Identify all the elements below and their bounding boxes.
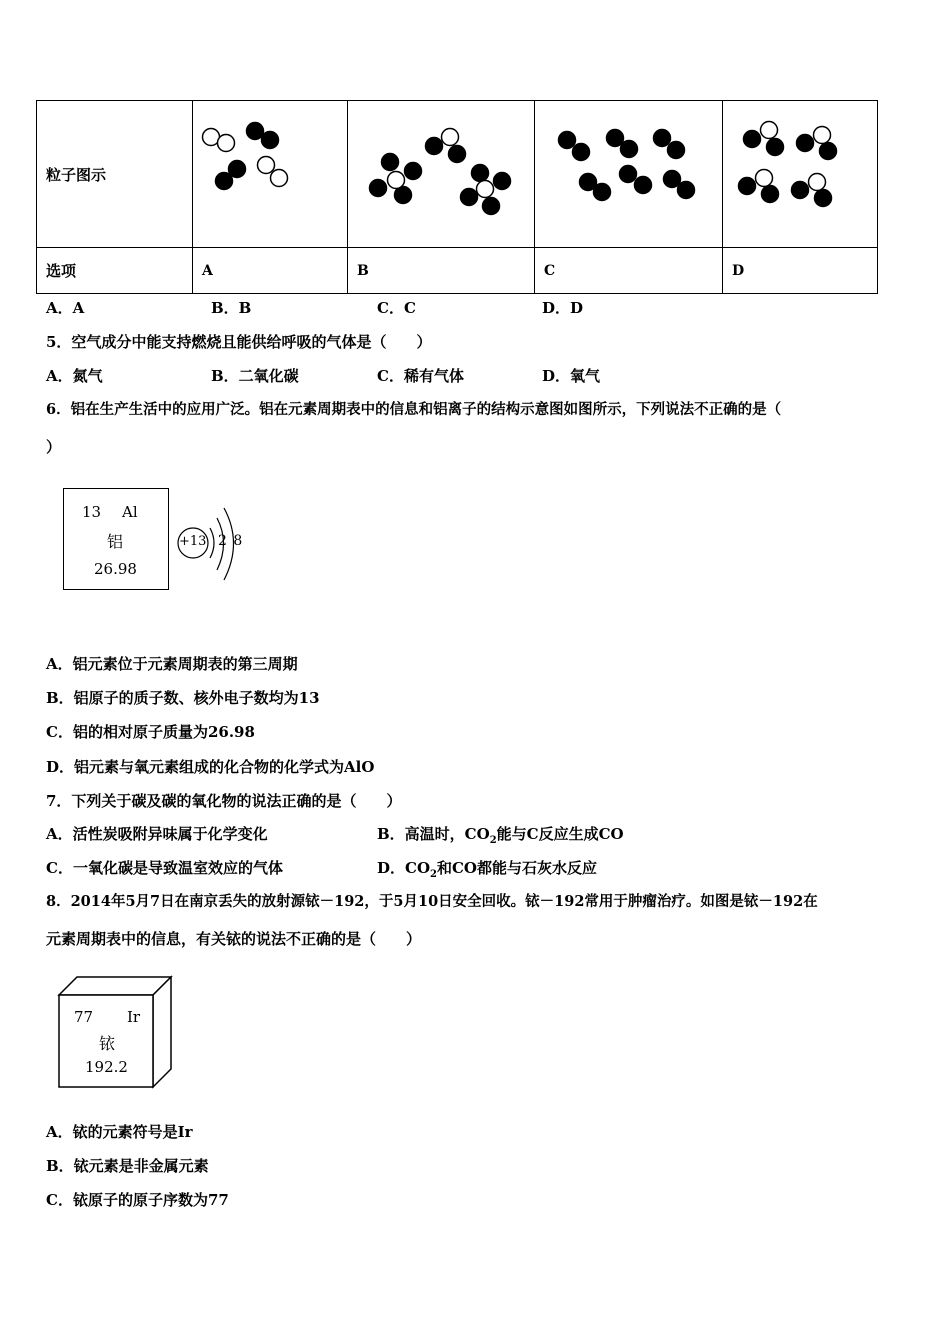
particle-table bbox=[36, 100, 878, 294]
q5-choice-d[interactable]: D．氧气 bbox=[542, 367, 601, 385]
option-cell-a: A bbox=[193, 248, 348, 294]
al-electron-shells: 2 8 bbox=[218, 533, 244, 549]
option-cell-b: B bbox=[348, 248, 535, 294]
ir-atomic-mass: 192.2 bbox=[85, 1058, 128, 1076]
q8-stem-cont: 元素周期表中的信息，有关铱的说法不正确的是（ ） bbox=[46, 930, 422, 948]
particle-image-c bbox=[535, 101, 723, 248]
q5-stem: 5．空气成分中能支持燃烧且能供给呼吸的气体是（ ） bbox=[46, 333, 432, 351]
al-atomic-mass: 26.98 bbox=[94, 560, 137, 578]
q7-choice-c[interactable]: C．一氧化碳是导致温室效应的气体 bbox=[46, 859, 283, 877]
option-row-label: 选项 bbox=[37, 248, 193, 294]
q7-choice-b[interactable] bbox=[377, 824, 624, 844]
q8-choice-a[interactable]: A．铱的元素符号是Ir bbox=[46, 1123, 193, 1141]
q4-choice-b[interactable]: B．B bbox=[211, 299, 252, 317]
particle-image-b bbox=[348, 101, 535, 248]
q8-choice-c[interactable]: C．铱原子的原子序数为77 bbox=[46, 1191, 229, 1209]
al-nucleus-charge: +13 bbox=[179, 534, 207, 549]
iridium-element-card bbox=[57, 975, 173, 1089]
ir-atomic-number: 77 bbox=[74, 1008, 94, 1026]
particle-diagram-d bbox=[723, 102, 877, 247]
q4-choice-c[interactable]: C．C bbox=[377, 299, 416, 317]
q6-choice-b[interactable]: B．铝原子的质子数、核外电子数均为13 bbox=[46, 689, 320, 707]
q6-choice-c[interactable]: C．铝的相对原子质量为26.98 bbox=[46, 723, 255, 741]
al-atomic-number: 13 bbox=[82, 503, 102, 521]
particle-diagram-c bbox=[535, 102, 722, 247]
q6-stem-end: ） bbox=[46, 438, 62, 456]
aluminum-element-card bbox=[63, 488, 169, 590]
q5-choice-b[interactable]: B．二氧化碳 bbox=[211, 367, 299, 385]
option-cell-d: D bbox=[723, 248, 878, 294]
particle-row-label: 粒子图示 bbox=[37, 101, 193, 248]
al-symbol: Al bbox=[122, 503, 138, 521]
aluminum-ion-diagram bbox=[173, 500, 248, 585]
q7-stem: 7．下列关于碳及碳的氧化物的说法正确的是（ ） bbox=[46, 792, 402, 810]
particle-image-a bbox=[193, 101, 348, 248]
q6-stem: 6．铝在生产生活中的应用广泛。铝在元素周期表中的信息和铝离子的结构示意图如图所示，下列说法不正确的是（ bbox=[46, 401, 782, 418]
q7-choice-b-post: 能与C反应生成CO bbox=[496, 825, 624, 843]
particle-diagram-a bbox=[193, 102, 347, 247]
q7-choice-d[interactable] bbox=[377, 858, 597, 878]
q4-choice-a[interactable]: A．A bbox=[46, 299, 85, 317]
option-cell-c: C bbox=[535, 248, 723, 294]
al-name: 铝 bbox=[107, 532, 124, 551]
ir-name: 铱 bbox=[99, 1034, 116, 1053]
q7-choice-d-sub: 2 bbox=[430, 869, 437, 880]
q6-choice-a[interactable]: A．铝元素位于元素周期表的第三周期 bbox=[46, 655, 298, 673]
q7-choice-b-pre: B．高温时，CO bbox=[377, 825, 490, 843]
q7-choice-d-post: 和CO都能与石灰水反应 bbox=[436, 859, 597, 877]
ir-symbol: Ir bbox=[127, 1008, 141, 1026]
q8-choice-b[interactable]: B．铱元素是非金属元素 bbox=[46, 1157, 209, 1175]
q7-choice-b-sub: 2 bbox=[489, 835, 497, 846]
q4-choice-d[interactable]: D．D bbox=[542, 299, 584, 317]
q5-choice-c[interactable]: C．稀有气体 bbox=[377, 367, 464, 385]
particle-diagram-b bbox=[348, 102, 534, 247]
q8-stem: 8．2014年5月7日在南京丢失的放射源铱－192，于5月10日安全回收。铱－192常用于肿瘤治疗。如图是铱－192在 bbox=[46, 893, 818, 910]
q7-choice-a[interactable]: A．活性炭吸附异味属于化学变化 bbox=[46, 825, 268, 843]
q6-choice-d[interactable]: D．铝元素与氧元素组成的化合物的化学式为AlO bbox=[46, 758, 375, 776]
particle-image-d bbox=[723, 101, 878, 248]
q7-choice-d-pre: D．CO bbox=[377, 859, 431, 877]
q5-choice-a[interactable]: A．氮气 bbox=[46, 367, 103, 385]
